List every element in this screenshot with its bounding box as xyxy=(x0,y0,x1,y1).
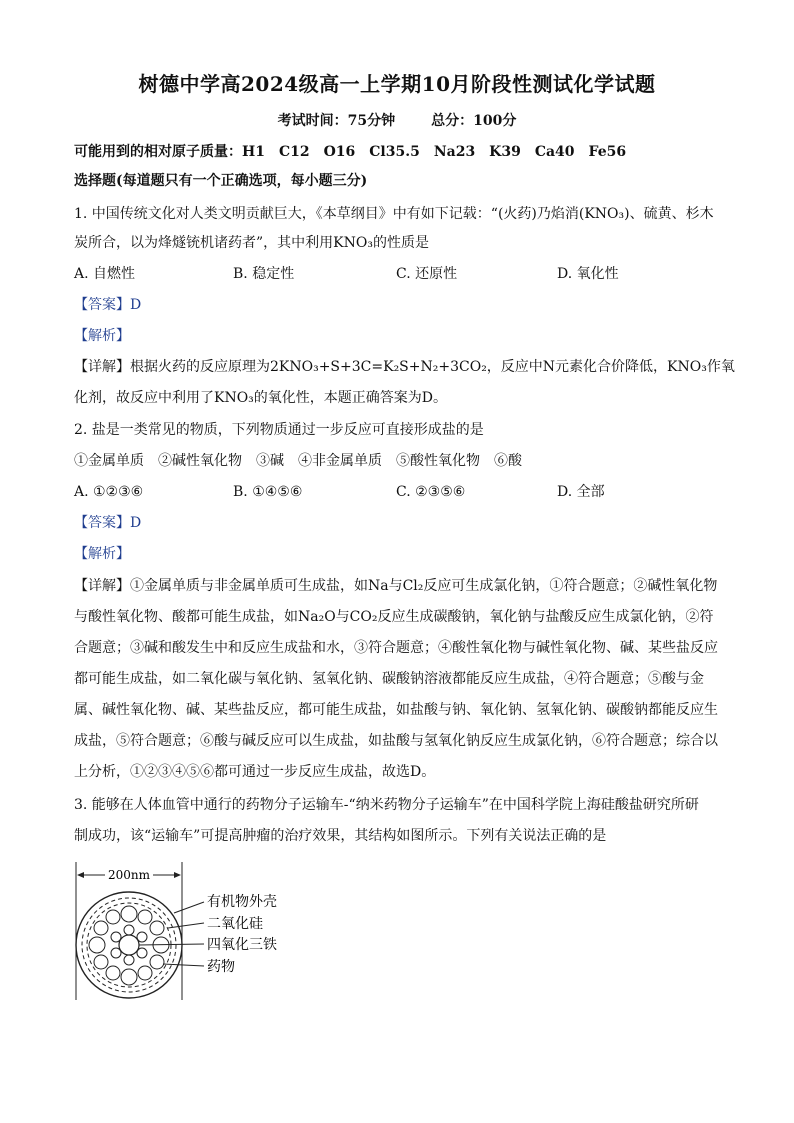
nanocarrier-diagram xyxy=(64,858,334,1008)
q1-detail-line2: 化剂，故反应中利用了KNO₃的氧化性，本题正确答案为D。 xyxy=(74,390,448,406)
drug-particle xyxy=(150,921,164,935)
q2-items: ①金属单质 ②碱性氧化物 ③碱 ④非金属单质 ⑤酸性氧化物 ⑥酸 xyxy=(74,453,522,469)
drug-particle xyxy=(121,969,137,985)
leader-line-core xyxy=(139,944,204,945)
q2-answer: 【答案】D xyxy=(74,515,142,531)
q2-option-a: A. ①②③⑥ xyxy=(74,484,144,500)
q3-stem-line2: 制成功，该“运输车”可提高肿瘤的治疗效果，其结构如图所示。下列有关说法正确的是 xyxy=(74,828,607,844)
drug-particle xyxy=(106,966,120,980)
exam-title: 树德中学高2024级高一上学期10月阶段性测试化学试题 xyxy=(138,72,656,96)
q2-option-d: D. 全部 xyxy=(557,484,605,500)
q2-detail-line: 与酸性氧化物、酸都可能生成盐，如Na₂O与CO₂反应生成碳酸钠，氧化钠与盐酸反应生成氯化钠，②符 xyxy=(74,609,714,625)
q1-answer: 【答案】D xyxy=(74,297,142,313)
drug-particle xyxy=(94,955,108,969)
drug-particle-small xyxy=(124,955,134,965)
q2-option-c: C. ②③⑤⑥ xyxy=(396,484,466,500)
exam-info xyxy=(0,110,794,130)
dimension-arrowhead-right xyxy=(174,872,181,878)
q2-detail-line: 成盐，⑤符合题意；⑥酸与碱反应可以生成盐，如盐酸与氢氧化钠反应生成氯化钠，⑥符合题意；综合以 xyxy=(74,733,718,749)
label-silica: 二氧化硅 xyxy=(207,916,263,932)
drug-particle xyxy=(121,906,137,922)
iron-oxide-core xyxy=(119,935,139,955)
drug-particle-small xyxy=(124,925,134,935)
drug-particle xyxy=(89,937,105,953)
q3-stem-line1: 3. 能够在人体血管中通行的药物分子运输车-“纳米药物分子运输车”在中国科学院上海硅酸盐研究所研 xyxy=(74,797,699,813)
q1-option-d: D. 氧化性 xyxy=(557,266,619,282)
label-iron-oxide: 四氧化三铁 xyxy=(207,937,277,953)
q2-detail-line: 【详解】①金属单质与非金属单质可生成盐，如Na与Cl₂反应可生成氯化钠，①符合题意；②碱性氧化物 xyxy=(74,578,718,594)
q2-detail-line: 都可能生成盐，如二氧化碳与氧化钠、氢氧化钠、碳酸钠溶液都能反应生成盐，④符合题意；⑤酸与金 xyxy=(74,671,704,687)
exam-time: 考试时间：75分钟 xyxy=(277,113,396,129)
atomic-masses: 可能用到的相对原子质量：H1 C12 O16 Cl35.5 Na23 K39 Ca40 Fe56 xyxy=(74,144,627,160)
q2-stem: 2. 盐是一类常见的物质，下列物质通过一步反应可直接形成盐的是 xyxy=(74,422,484,438)
leader-line-drug xyxy=(163,964,204,966)
drug-particle xyxy=(138,966,152,980)
dimension-label: 200nm xyxy=(107,868,151,882)
q2-detail-line: 属、碱性氧化物、碱、某些盐反应，都可能生成盐，如盐酸与钠、氧化钠、氢氧化钠、碳酸钠都能反应生 xyxy=(74,702,718,718)
drug-particle xyxy=(138,910,152,924)
exam-score: 总分：100分 xyxy=(431,113,517,129)
label-organic-shell: 有机物外壳 xyxy=(207,894,277,910)
q1-detail-line1: 【详解】根据火药的反应原理为2KNO₃+S+3C=K₂S+N₂+3CO₂，反应中N元素化合价降低，KNO₃作氧 xyxy=(74,359,735,375)
leader-line-silica xyxy=(168,923,204,928)
q1-option-c: C. 还原性 xyxy=(396,266,458,282)
dimension-arrowhead-left xyxy=(77,872,84,878)
q1-stem-line2: 炭所合，以为烽燧铳机诸药者”，其中利用KNO₃的性质是 xyxy=(74,235,429,251)
leader-line-shell xyxy=(174,902,204,913)
q2-analysis-label: 【解析】 xyxy=(74,546,130,562)
q2-detail-line: 上分析，①②③④⑤⑥都可通过一步反应生成盐，故选D。 xyxy=(74,764,436,780)
label-drug: 药物 xyxy=(207,959,235,975)
q1-option-b: B. 稳定性 xyxy=(233,266,295,282)
q2-option-b: B. ①④⑤⑥ xyxy=(233,484,303,500)
q2-detail-line: 合题意；③碱和酸发生中和反应生成盐和水，③符合题意；④酸性氧化物与碱性氧化物、碱、某些盐反应 xyxy=(74,640,718,656)
q1-option-a: A. 自燃性 xyxy=(74,266,136,282)
drug-particle xyxy=(106,910,120,924)
drug-particle xyxy=(94,921,108,935)
section-heading: 选择题(每道题只有一个正确选项，每小题三分) xyxy=(74,173,368,189)
drug-particle xyxy=(150,955,164,969)
q1-analysis-label: 【解析】 xyxy=(74,328,130,344)
q1-stem-line1: 1. 中国传统文化对人类文明贡献巨大，《本草纲目》中有如下记载：“(火药)乃焰消(KNO₃)、硫黄、杉木 xyxy=(74,206,714,222)
